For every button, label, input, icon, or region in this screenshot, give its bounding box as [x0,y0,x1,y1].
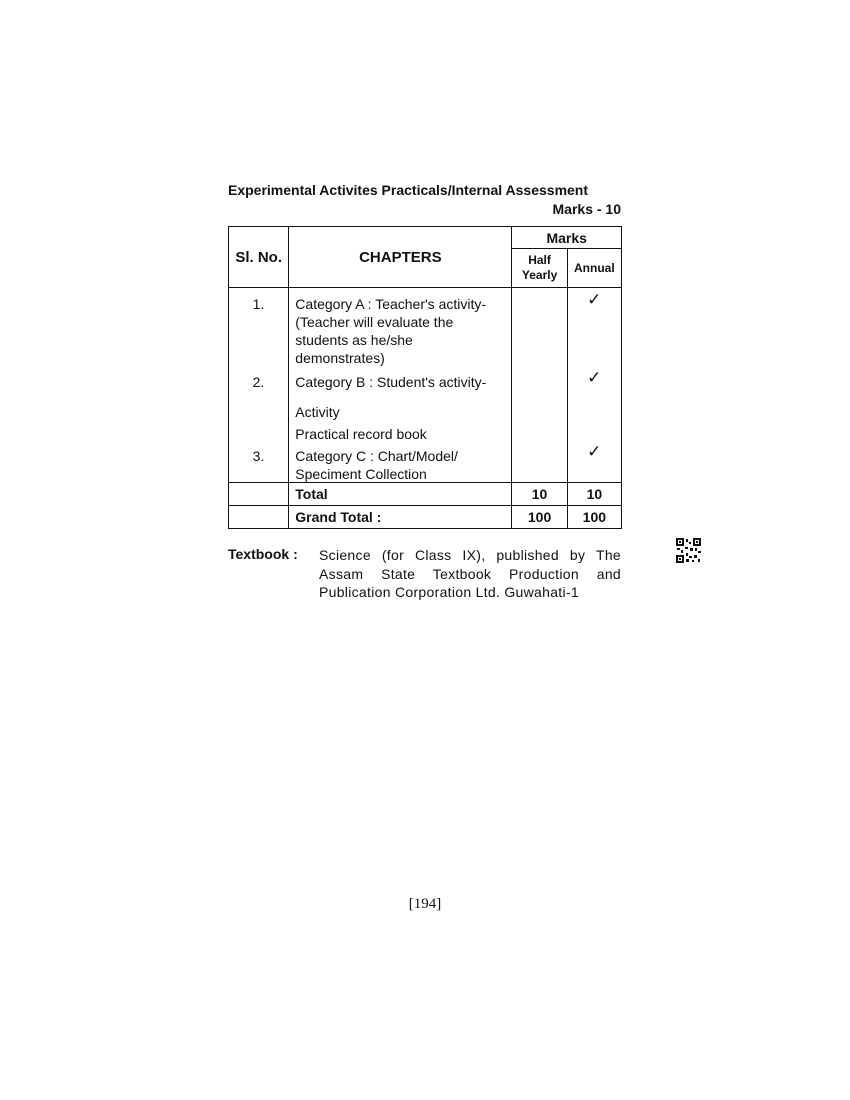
header-marks: Marks [512,227,622,249]
grand-total-half-yearly: 100 [512,506,567,529]
grand-total-empty-cell [229,506,289,529]
body-half-yearly-column [512,288,567,483]
row1-chapter [295,295,507,367]
grand-total-label: Grand Total : [289,506,512,529]
row1-sl: 1. [252,296,265,312]
row1-line4: demonstrates) [295,350,385,366]
total-half-yearly: 10 [512,483,567,506]
row3-line2: Speciment Collection [295,466,427,482]
row1-line2: (Teacher will evaluate the [295,314,454,330]
page-number: [194] [408,896,442,912]
row3-chapter [295,447,507,483]
row2-sl: 2. [252,374,265,390]
header-half-yearly [512,249,567,288]
header-half-yearly-line2: Yearly [521,268,558,282]
total-empty-cell [229,483,289,506]
row2-activity: Activity [295,404,340,420]
assessment-table [228,226,622,529]
textbook-text: Science (for Class IX), published by The Assam State Textbook Production and Publication Corporation Ltd. Guwahati-1 [319,547,621,600]
body-annual-column [567,288,621,483]
section-marks: Marks - 10 [552,201,621,217]
row1-annual-check: ✓ [587,290,602,309]
body-sl-column [229,288,289,483]
header-sl-no: Sl. No. [229,227,289,288]
row2-record-book: Practical record book [295,426,427,442]
row3-sl: 3. [252,448,265,464]
row3-line1: Category C : Chart/Model/ [295,448,458,464]
total-annual: 10 [567,483,621,506]
grand-total-annual: 100 [567,506,621,529]
row2-chapter: Category B : Student's activity- [295,374,487,390]
row1-line1: Category A : Teacher's activity- [295,296,487,312]
qr-code-icon [676,538,701,563]
row2-annual-check: ✓ [587,368,602,387]
row1-line3: students as he/she [295,332,413,348]
header-half-yearly-line1: Half [528,253,551,267]
header-annual: Annual [567,249,621,288]
row3-annual-check: ✓ [587,442,602,461]
section-title: Experimental Activites Practicals/Internal Assessment [228,182,589,198]
total-label: Total [289,483,512,506]
body-chapters-column [289,288,512,483]
header-chapters: CHAPTERS [289,227,512,288]
textbook-label: Textbook : [228,546,298,562]
